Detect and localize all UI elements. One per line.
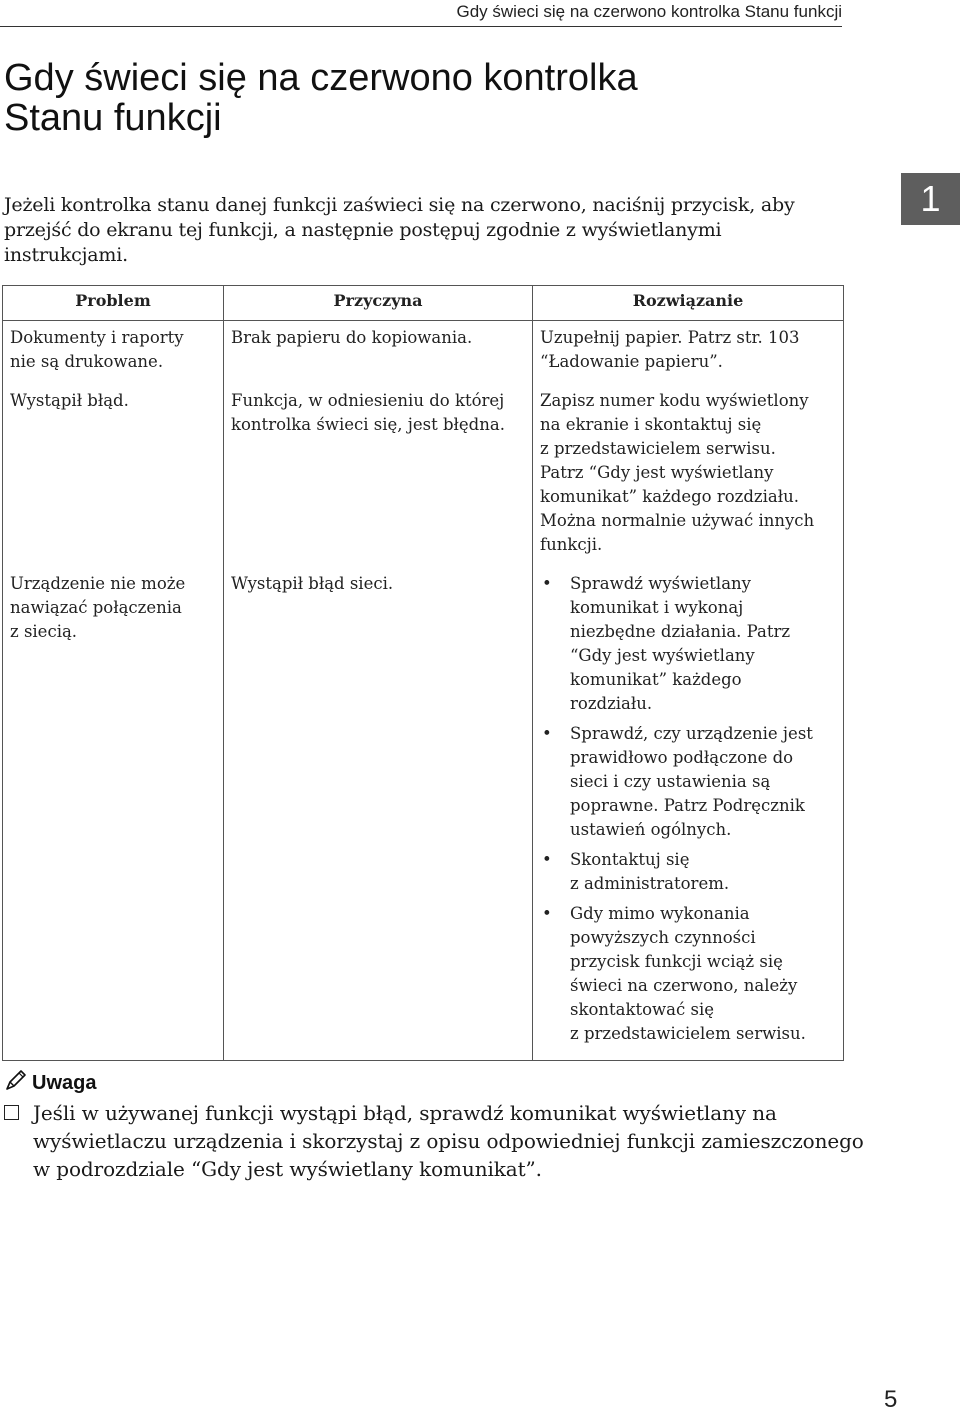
solution-bullet-list — [540, 572, 836, 1046]
running-header: Gdy świeci się na czerwono kontrolka Stanu funkcji — [456, 2, 842, 21]
pencil-note-icon — [4, 1068, 28, 1092]
bullet-text: Skontaktuj się z administratorem. — [570, 850, 730, 893]
table-row — [3, 384, 844, 567]
table-row — [3, 567, 844, 1061]
list-item — [540, 848, 836, 896]
solution-cell — [533, 567, 844, 1061]
cause-cell — [224, 384, 533, 567]
bullet-text: Gdy mimo wykonania powyższych czynności przycisk funkcji wciąż się świeci na czerwono, należy skontaktować się z przedstawicielem serwisu. — [570, 904, 806, 1043]
solution-cell — [533, 384, 844, 567]
table-row — [3, 321, 844, 385]
cause-text: Funkcja, w odniesieniu do której kontrolka świeci się, jest błędna. — [231, 391, 505, 434]
problem-text: Dokumenty i raporty nie są drukowane. — [10, 328, 184, 371]
checkbox-icon — [4, 1105, 19, 1120]
header-solution: Rozwiązanie — [533, 286, 844, 321]
chapter-tab: 1 — [901, 173, 960, 225]
page-number: 5 — [884, 1386, 898, 1413]
note-item — [4, 1099, 864, 1183]
bullet-icon: • — [542, 904, 552, 923]
note-text: Jeśli w używanej funkcji wystąpi błąd, sprawdź komunikat wyświetlany na wyświetlaczu urządzenia i skorzystaj z opisu odpowiedniej funkcji zamieszczonego w podrozdziale “Gdy jest wyświetlany komunikat”. — [33, 1101, 864, 1181]
header-rule — [0, 26, 842, 27]
list-item — [540, 722, 836, 842]
problem-cell — [3, 321, 224, 385]
problem-cell — [3, 567, 224, 1061]
cause-text: Wystąpił błąd sieci. — [231, 574, 394, 593]
problem-text: Wystąpił błąd. — [10, 391, 129, 410]
bullet-icon: • — [542, 724, 552, 743]
note-heading — [4, 1068, 96, 1098]
header-problem: Problem — [3, 286, 224, 321]
solution-text: Uzupełnij papier. Patrz str. 103 “Ładowanie papieru”. — [540, 328, 800, 371]
header-cause: Przyczyna — [224, 286, 533, 321]
bullet-text: Sprawdź, czy urządzenie jest prawidłowo podłączone do sieci i czy ustawienia są poprawne. Patrz Podręcznik ustawień ogólnych. — [570, 724, 813, 839]
list-item — [540, 902, 836, 1046]
note-heading-text: Uwaga — [32, 1072, 97, 1094]
cause-text: Brak papieru do kopiowania. — [231, 328, 473, 347]
list-item — [540, 572, 836, 716]
problem-text: Urządzenie nie może nawiązać połączenia z siecią. — [10, 574, 186, 641]
bullet-text: Sprawdź wyświetlany komunikat i wykonaj niezbędne działania. Patrz “Gdy jest wyświetlany komunikat” każdego rozdziału. — [570, 574, 791, 713]
cause-cell — [224, 567, 533, 1061]
page-title: Gdy świeci się na czerwono kontrolka Stanu funkcji — [4, 57, 638, 139]
cause-cell — [224, 321, 533, 385]
solution-cell — [533, 321, 844, 385]
solution-text: Zapisz numer kodu wyświetlony na ekranie i skontaktuj się z przedstawicielem serwisu. Patrz “Gdy jest wyświetlany komunikat” każdego rozdziału. Można normalnie używać innych funkcji. — [540, 391, 815, 554]
bullet-icon: • — [542, 574, 552, 593]
bullet-icon: • — [542, 850, 552, 869]
problem-cell — [3, 384, 224, 567]
table-header-row — [3, 286, 844, 321]
intro-paragraph: Jeżeli kontrolka stanu danej funkcji zaświeci się na czerwono, naciśnij przycisk, aby przejść do ekranu tej funkcji, a następnie postępuj zgodnie z wyświetlanymi instrukcjami. — [4, 194, 795, 266]
troubleshooting-table — [2, 285, 844, 1061]
